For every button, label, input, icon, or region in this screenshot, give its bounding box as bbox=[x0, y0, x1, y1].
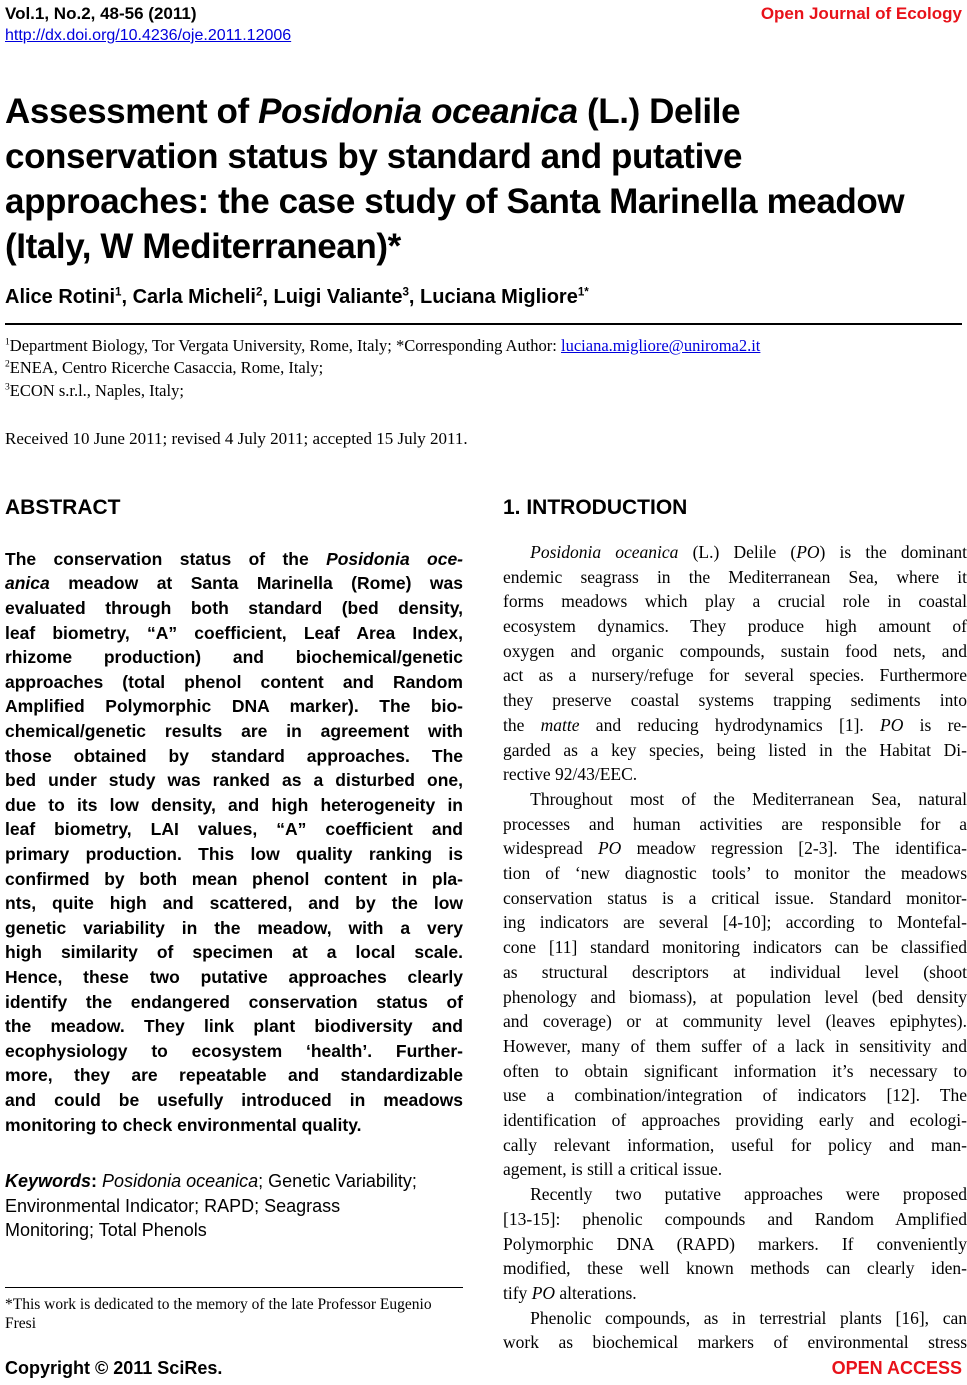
text-line: Throughout most of the Mediterranean Sea, natural bbox=[530, 788, 967, 809]
text-line: Fresi bbox=[5, 1315, 36, 1333]
text-line: endemic seagrass in the Mediterranean Sea, where it bbox=[503, 566, 967, 587]
text-line: processes and human activities are responsible for a bbox=[503, 813, 967, 834]
column-gap bbox=[463, 496, 503, 1355]
text-line: The conservation status of the Posidonia oce- bbox=[5, 548, 464, 569]
article-title bbox=[5, 89, 962, 269]
text-line: and could be usefully introduced in meadows bbox=[5, 1089, 463, 1110]
copyright-text: Copyright © 2011 SciRes. bbox=[5, 1358, 223, 1378]
left-column bbox=[5, 496, 463, 1355]
text-line: act as a nursery/refuge for several species. Furthermore bbox=[503, 665, 967, 686]
text-line: forms meadows which play a crucial role in coastal bbox=[503, 591, 967, 612]
text-line: and coverage) or at community level (leaves epiphytes). bbox=[503, 1011, 967, 1032]
doi-line bbox=[5, 26, 962, 45]
text-line: approaches (total phenol content and Random bbox=[5, 671, 463, 692]
text-line: chemical/genetic results are in agreement with bbox=[5, 721, 463, 742]
text-line: cone [11] standard monitoring indicators can be classified bbox=[503, 937, 967, 958]
text-line: the matte and reducing hydrodynamics [1]. PO is re- bbox=[503, 714, 967, 735]
text-line: more, they are repeatable and standardizable bbox=[5, 1065, 463, 1086]
text-line: Amplified Polymorphic DNA marker). The bio- bbox=[5, 696, 463, 717]
footnote bbox=[5, 1295, 463, 1334]
text-line: Assessment of Posidonia oceanica (L.) Delile bbox=[5, 92, 741, 131]
text-line: Phenolic compounds, as in terrestrial plants [16], can bbox=[530, 1307, 967, 1328]
text-line: tify PO alterations. bbox=[503, 1282, 637, 1303]
abstract-body bbox=[5, 547, 463, 1137]
text-line: $^2$ENEA, Centro Ricerche Casaccia, Rome, Italy; bbox=[5, 358, 324, 378]
text-line: due to its low density, and high heterogeneity in bbox=[5, 794, 463, 815]
text-line: agement, is still a critical issue. bbox=[503, 1159, 723, 1180]
text-line: rhizome production) and biochemical/genetic bbox=[5, 647, 463, 668]
text-line: $^1$Department Biology, Tor Vergata University, Rome, Italy; *Corresponding Author: luciana.migliore@uniroma2.it bbox=[5, 336, 761, 355]
paragraph bbox=[503, 540, 967, 787]
introduction-heading: 1. INTRODUCTION bbox=[503, 495, 688, 519]
open-access-label: OPEN ACCESS bbox=[831, 1358, 962, 1378]
text-line: often to obtain significant information it’s necessary to bbox=[503, 1060, 967, 1081]
paragraph bbox=[503, 1182, 967, 1306]
text-line: anica meadow at Santa Marinella (Rome) was bbox=[5, 573, 463, 594]
keywords-block bbox=[5, 1169, 463, 1243]
text-line: use a combination/integration of indicators [12]. The bbox=[503, 1085, 967, 1106]
text-line: $^3$ECON s.r.l., Naples, Italy; bbox=[5, 380, 184, 400]
text-line: phenology and biomass), at population level (bed density bbox=[503, 986, 967, 1007]
text-line: rective 92/43/EEC. bbox=[503, 764, 638, 785]
text-line: Hence, these two putative approaches clearly bbox=[5, 966, 463, 987]
text-line: evaluated through both standard (bed density, bbox=[5, 598, 463, 619]
paragraph bbox=[503, 787, 967, 1182]
authors-divider bbox=[5, 323, 962, 325]
text-line: conservation status by standard and putative bbox=[5, 137, 743, 176]
text-line: approaches: the case study of Santa Marinella meadow bbox=[5, 182, 905, 221]
text-line: oxygen and organic compounds, sustain food nets, and bbox=[503, 640, 967, 661]
paragraph bbox=[503, 1306, 967, 1355]
authors-line: Alice Rotini$^1$, Carla Micheli$^2$, Luigi Valiante$^3$, Luciana Migliore$^{1*}$ bbox=[5, 285, 589, 308]
text-line: the meadow. They link plant biodiversity and bbox=[5, 1016, 463, 1037]
text-line: Recently two putative approaches were proposed bbox=[530, 1184, 967, 1205]
footnote-divider bbox=[5, 1287, 463, 1288]
text-line: they preserve coastal systems trapping sediments into bbox=[503, 690, 967, 711]
text-line: genetic variability in the meadow, with a very bbox=[5, 917, 463, 938]
affiliations bbox=[5, 335, 962, 402]
text-line: identify the endangered conservation status of bbox=[5, 991, 463, 1012]
text-line: leaf biometry, “A” coefficient, Leaf Area Index, bbox=[5, 622, 463, 643]
text-line: conservation status is a critical issue. Standard monitor- bbox=[503, 887, 967, 908]
abstract-heading: ABSTRACT bbox=[5, 495, 121, 519]
text-line: garded as a key species, being listed in the Habitat Di- bbox=[503, 739, 967, 760]
text-line: ecosystem dynamics. They produce high amount of bbox=[503, 616, 967, 636]
text-line: tion of ‘new diagnostic tools’ to monitor the meadows bbox=[503, 863, 967, 884]
text-line: Keywords: Posidonia oceanica; Genetic Variability; bbox=[5, 1171, 417, 1192]
text-line: [13-15]: phenolic compounds and Random Amplified bbox=[503, 1208, 967, 1229]
text-line: *This work is dedicated to the memory of the late Professor Eugenio bbox=[5, 1295, 432, 1313]
text-line: leaf biometry, LAI values, “A” coefficient and bbox=[5, 819, 463, 840]
page-footer bbox=[5, 1357, 962, 1379]
right-column bbox=[503, 496, 967, 1355]
email-link[interactable]: luciana.migliore@uniroma2.it bbox=[561, 336, 761, 355]
page-header bbox=[5, 4, 962, 24]
text-line: those obtained by standard approaches. The bbox=[5, 745, 463, 766]
text-line: primary production. This low quality ranking is bbox=[5, 844, 463, 865]
text-line: work as biochemical markers of environmental stress bbox=[503, 1332, 967, 1353]
two-column-body bbox=[5, 495, 967, 1355]
text-line: modified, these well known methods can clearly iden- bbox=[503, 1258, 967, 1279]
text-line: Monitoring; Total Phenols bbox=[5, 1220, 207, 1241]
text-line: confirmed by both mean phenol content in pla- bbox=[5, 868, 463, 889]
text-line: identification of approaches providing early and ecologi- bbox=[503, 1110, 967, 1131]
text-line: monitoring to check environmental quality. bbox=[5, 1114, 362, 1135]
text-line: cally relevant information, useful for policy and man- bbox=[503, 1134, 967, 1155]
journal-name: Open Journal of Ecology bbox=[760, 4, 962, 23]
doi-link[interactable]: http://dx.doi.org/10.4236/oje.2011.12006 bbox=[5, 27, 292, 44]
text-line: Environmental Indicator; RAPD; Seagrass bbox=[5, 1195, 341, 1216]
received-line: Received 10 June 2011; revised 4 July 2011; accepted 15 July 2011. bbox=[5, 428, 468, 448]
text-line: Polymorphic DNA (RAPD) markers. If conveniently bbox=[503, 1233, 967, 1254]
issue-info: Vol.1, No.2, 48-56 (2011) bbox=[5, 4, 197, 23]
text-line: ing indicators are several [4-10]; according to Montefal- bbox=[503, 912, 967, 933]
introduction-body bbox=[503, 540, 967, 1355]
text-line: as structural descriptors at individual level (shoot bbox=[503, 961, 967, 982]
text-line: bed under study was ranked as a disturbed one, bbox=[5, 770, 463, 791]
text-line: ecophysiology to ecosystem ‘health’. Further- bbox=[5, 1040, 463, 1061]
text-line: widespread PO meadow regression [2-3]. The identifica- bbox=[503, 838, 967, 859]
text-line: (Italy, W Mediterranean)* bbox=[5, 227, 401, 266]
text-line: However, many of them suffer of a lack in sensitivity and bbox=[503, 1035, 967, 1056]
text-line: nts, quite high and scattered, and by the low bbox=[5, 893, 463, 914]
text-line: high similarity of specimen at a local scale. bbox=[5, 942, 463, 963]
text-line: Posidonia oceanica (L.) Delile (PO) is the dominant bbox=[530, 541, 967, 562]
